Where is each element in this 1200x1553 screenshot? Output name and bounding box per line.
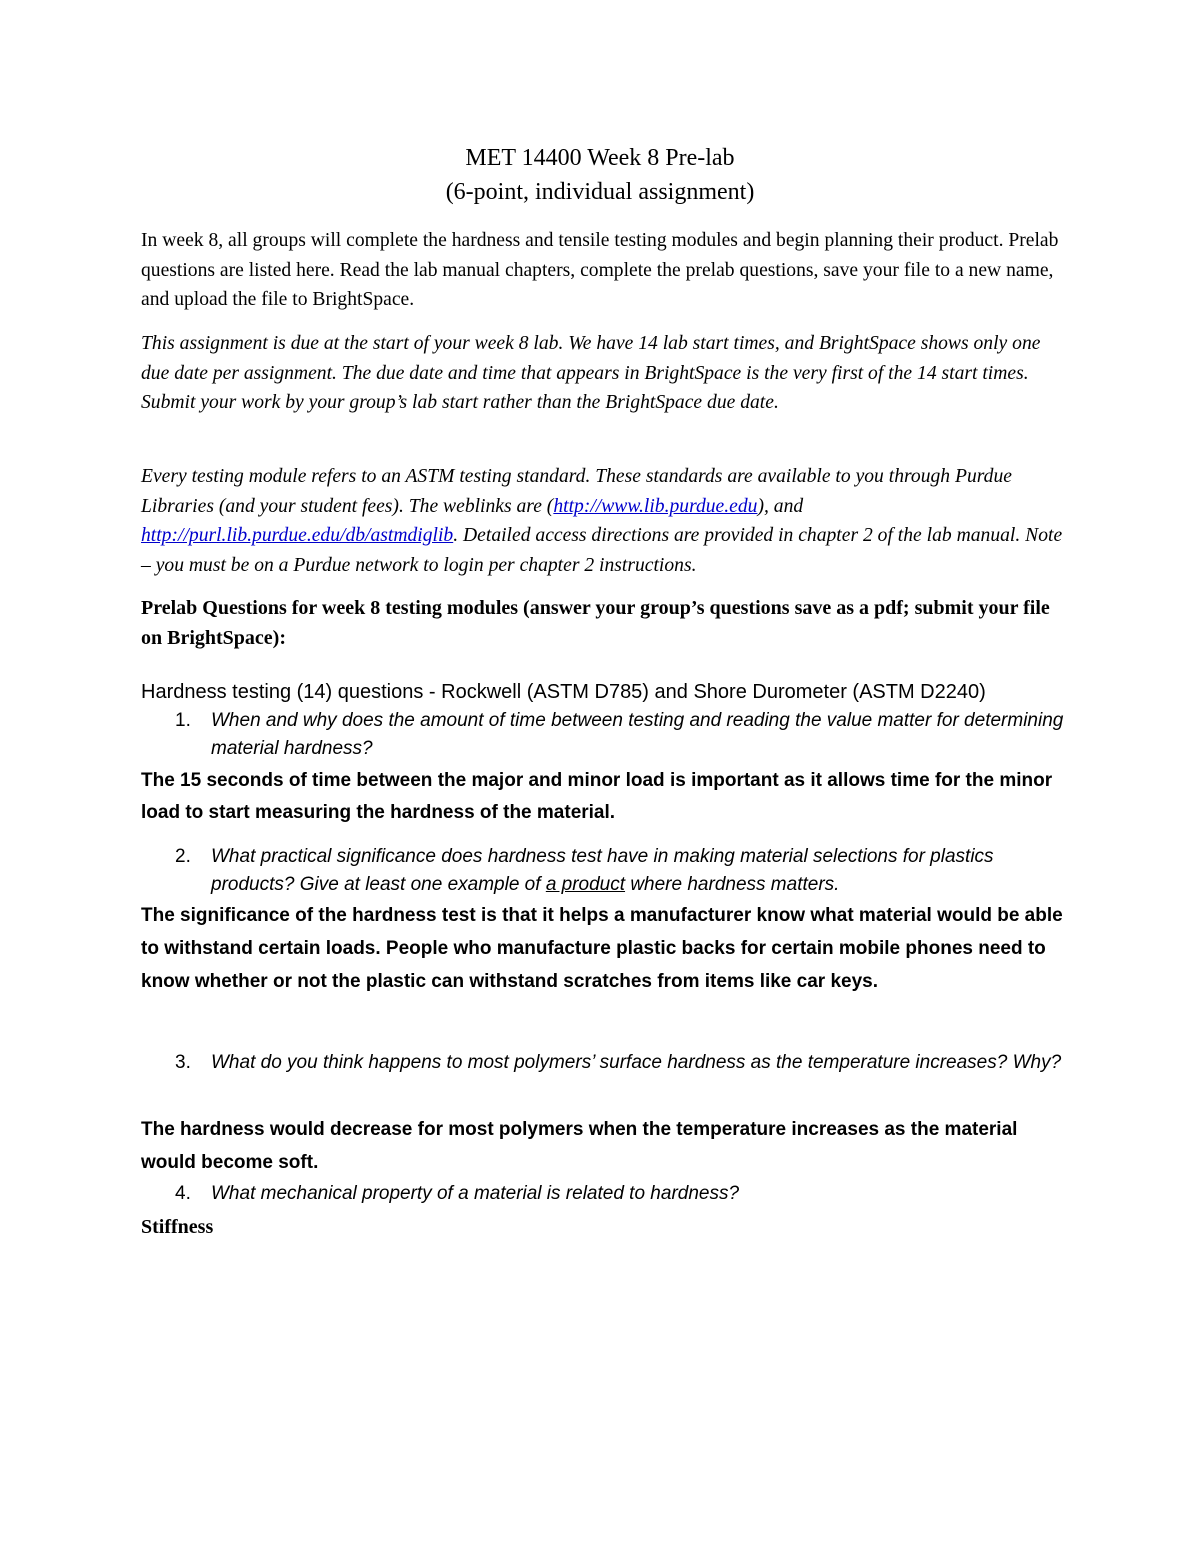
astm-diglib-link[interactable]: http://purl.lib.purdue.edu/db/astmdiglib — [141, 525, 454, 546]
question-text: What do you think happens to most polymers’ surface hardness as the temperature increases? Why? — [211, 1052, 1062, 1073]
astm-standards-paragraph — [141, 462, 1071, 580]
question-4 — [141, 1180, 1071, 1208]
question-text-after: where hardness matters. — [625, 874, 840, 895]
question-number: 1. — [175, 710, 191, 731]
answer-2: The significance of the hardness test is that it helps a manufacturer know what material would be able to withstand certain loads. People who manufacture plastic backs for certain mobile phones need to know whether or not the plastic can withstand scratches from items like car keys. — [141, 905, 1063, 992]
answer-3: The hardness would decrease for most polymers when the temperature increases as the material would become soft. — [141, 1119, 1018, 1173]
question-text — [211, 843, 1071, 899]
due-date-notice: This assignment is due at the start of your week 8 lab. We have 14 lab start times, and BrightSpace shows only one due date per assignment. The due date and time that appears in BrightSpace is the very first of the 14 start times. Submit your work by your group’s lab start rather than the BrightSpace due date. — [141, 333, 1041, 413]
question-number: 4. — [175, 1183, 191, 1204]
question-text: When and why does the amount of time between testing and reading the value matter for determining material hardness? — [211, 710, 1064, 759]
standards-text-after: . Detailed access directions are provided in chapter 2 of the lab manual. Note – you must be on a Purdue network to login per chapter 2 instructions. — [141, 525, 1063, 576]
answer-4: Stiffness — [141, 1216, 214, 1238]
document-title: MET 14400 Week 8 Pre-lab — [465, 145, 735, 171]
intro-paragraph: In week 8, all groups will complete the hardness and tensile testing modules and begin planning their product. Prelab questions are listed here. Read the lab manual chapters, complete the prelab questions, save your file to a new name, and upload the file to BrightSpace. — [141, 230, 1059, 310]
question-text-underlined: a product — [545, 874, 626, 895]
prelab-questions-heading: Prelab Questions for week 8 testing modules (answer your group’s questions save as a pdf; submit your file on BrightSpace): — [141, 597, 1050, 649]
hardness-section-heading: Hardness testing (14) questions - Rockwell (ASTM D785) and Shore Durometer (ASTM D2240) — [141, 681, 986, 703]
answer-1: The 15 seconds of time between the major and minor load is important as it allows time for the minor load to start measuring the hardness of the material. — [141, 770, 1053, 823]
question-number: 2. — [175, 846, 191, 867]
standards-text-middle: ), and — [757, 495, 804, 517]
question-1 — [141, 707, 1071, 763]
library-link[interactable]: http://www.lib.purdue.edu — [553, 495, 758, 517]
document-subtitle: (6-point, individual assignment) — [445, 179, 755, 205]
question-number: 3. — [175, 1052, 191, 1073]
question-text: What mechanical property of a material is related to hardness? — [211, 1183, 740, 1204]
question-3 — [141, 1046, 1071, 1079]
question-2 — [141, 843, 1071, 899]
standards-text-before: Every testing module refers to an ASTM testing standard. These standards are available to you through Purdue Libraries (and your student fees). The weblinks are ( — [141, 466, 1012, 517]
question-text-before: What practical significance does hardness test have in making material selections for plastics products? Give at least one example of — [211, 846, 994, 895]
